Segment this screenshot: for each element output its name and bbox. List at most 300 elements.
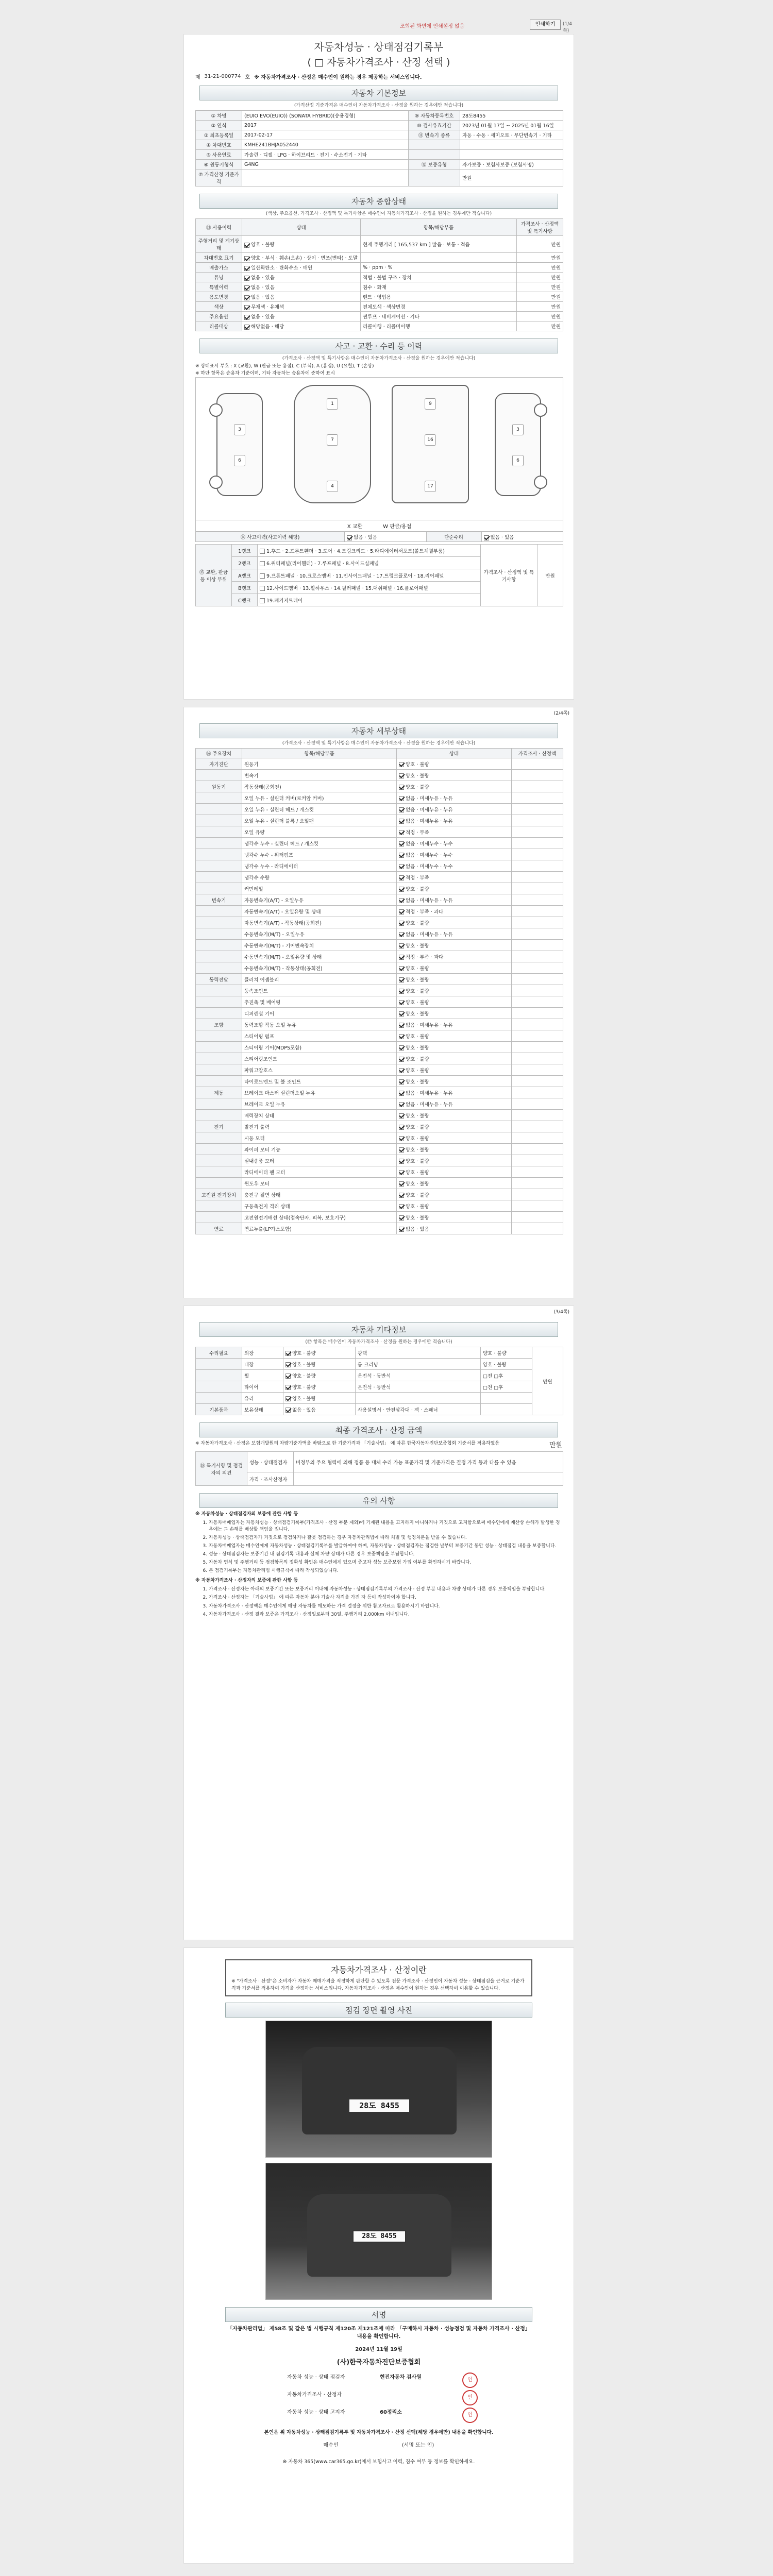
checkbox[interactable] xyxy=(399,1023,404,1028)
items-text: 1.후드 · 2.프론트휀더 · 3.도어 · 4.트렁크리드 · 5.라디에이터서포트(볼트체결부품) xyxy=(266,548,445,554)
checkbox[interactable] xyxy=(399,1227,404,1232)
detail-price xyxy=(512,1064,563,1076)
composite-status-table xyxy=(195,218,563,331)
detail-state xyxy=(397,883,512,894)
checkbox[interactable] xyxy=(399,1147,404,1153)
detail-state xyxy=(397,1008,512,1019)
checkbox[interactable] xyxy=(399,762,404,767)
state-text: 없음 · 있음 xyxy=(292,1407,316,1413)
composite-detail xyxy=(361,263,517,273)
checkbox[interactable] xyxy=(260,549,265,554)
checkbox[interactable] xyxy=(484,535,489,540)
detail-price xyxy=(512,860,563,872)
composite-state xyxy=(242,312,361,321)
parts-row xyxy=(196,545,563,557)
state-text: 양호 · 불량 xyxy=(406,1215,429,1221)
state-text: 양호 · 불량 xyxy=(406,784,429,790)
checkbox[interactable] xyxy=(399,966,404,971)
detail-state xyxy=(397,838,512,849)
part-marker: 6 xyxy=(234,455,245,466)
signer-row xyxy=(287,2390,493,2405)
detail-row xyxy=(196,804,563,815)
detail-row xyxy=(196,872,563,883)
detail-item: 와이퍼 모터 기능 xyxy=(242,1144,397,1155)
detail-item: 스티어링조인트 xyxy=(242,1053,397,1064)
checkbox[interactable] xyxy=(399,1193,404,1198)
checkbox[interactable] xyxy=(399,1136,404,1141)
checkbox[interactable] xyxy=(399,932,404,937)
rank-items xyxy=(258,545,481,557)
detail-state xyxy=(397,872,512,883)
checkbox[interactable] xyxy=(260,573,265,579)
basic-value-2: 자동 · 수동 · 세미오토 · 무단변속기 · 기타 xyxy=(460,130,563,140)
detail-row xyxy=(196,1132,563,1144)
detail-group xyxy=(196,849,242,860)
detail-row xyxy=(196,1178,563,1189)
detail-row xyxy=(196,1053,563,1064)
detail-row xyxy=(196,894,563,906)
detail-price xyxy=(512,996,563,1008)
notice-item: 4. 성능 · 상태점검자는 보증기간 내 점검기록 내용과 실제 차량 상태가 다른 경우 보증책임을 부담합니다. xyxy=(209,1551,562,1558)
part-marker: 16 xyxy=(425,434,436,446)
signer-row xyxy=(287,2372,493,2388)
parts-label: ⑮ 교환, 판금 등 이상 부위 xyxy=(196,545,232,606)
detail-row xyxy=(196,962,563,974)
intro-box xyxy=(225,1959,532,1996)
checkbox[interactable] xyxy=(399,773,404,778)
detail-row xyxy=(196,792,563,804)
detail-item: 시동 모터 xyxy=(242,1132,397,1144)
detail-group xyxy=(196,1166,242,1178)
state-text: 양호 · 불량 xyxy=(406,1204,429,1210)
checkbox[interactable] xyxy=(347,535,352,540)
other-item-2 xyxy=(356,1393,481,1404)
basic-label-2 xyxy=(409,170,460,187)
state-text: 없음 · 미세누유 · 누유 xyxy=(406,897,453,904)
checkbox[interactable] xyxy=(285,1408,291,1413)
basic-label: ⑥ 원동기형식 xyxy=(196,160,242,170)
detail-price xyxy=(512,917,563,928)
vehicle-rear-photo xyxy=(265,2163,492,2300)
state-text: 양호 · 불량 xyxy=(406,1056,429,1062)
detail-item: 연료누출(LP가스포함) xyxy=(242,1223,397,1234)
other-item-2: 광택 xyxy=(356,1347,481,1359)
detail-group xyxy=(196,962,242,974)
state-text: 양호 · 불량 xyxy=(406,1136,429,1142)
detail-item: 동력조향 작동 오일 누유 xyxy=(242,1019,397,1030)
detail-state xyxy=(397,974,512,985)
detail-state xyxy=(397,860,512,872)
basic-value-2: 28도8455 xyxy=(460,111,563,121)
diagram-legend xyxy=(196,520,563,531)
other-group xyxy=(196,1393,242,1404)
state-text: 없음 · 있음 xyxy=(406,1226,429,1232)
car-front-shape xyxy=(302,2047,457,2134)
checkbox[interactable] xyxy=(399,1113,404,1118)
checkbox[interactable] xyxy=(244,276,249,281)
detail-state xyxy=(397,917,512,928)
checkbox[interactable] xyxy=(399,989,404,994)
detail-item: 오일 누유 - 실린더 커버(로커암 커버) xyxy=(242,792,397,804)
detail-item: 발전기 출력 xyxy=(242,1121,397,1132)
composite-price: 만원 xyxy=(517,263,563,273)
accident-history-options: 없음 · 있음 xyxy=(345,532,426,542)
detail-state xyxy=(397,1053,512,1064)
detail-group xyxy=(196,1110,242,1121)
checkbox[interactable] xyxy=(399,785,404,790)
wheel-icon xyxy=(534,476,547,489)
signer-label: 자동차 성능 · 상태 고지자 xyxy=(287,2410,345,2415)
checkbox[interactable] xyxy=(244,285,249,291)
detail-item: 스티어링 기어(MDPS포함) xyxy=(242,1042,397,1053)
detail-row xyxy=(196,758,563,770)
checkbox[interactable] xyxy=(285,1374,291,1379)
detail-price xyxy=(512,1166,563,1178)
checkbox[interactable] xyxy=(399,909,404,914)
checkbox[interactable] xyxy=(399,1102,404,1107)
part-marker: 3 xyxy=(512,424,524,435)
rank-label: A랭크 xyxy=(232,569,258,582)
detail-group xyxy=(196,951,242,962)
checkbox[interactable] xyxy=(244,325,249,330)
state-text: 양호 · 불량 xyxy=(406,1147,429,1153)
column-header: 항목/해당부품 xyxy=(361,219,517,236)
other-price-unit: 만원 xyxy=(532,1347,563,1415)
detail-item: 자동변속기(A/T) - 오일누유 xyxy=(242,894,397,906)
checkbox[interactable] xyxy=(399,943,404,948)
basic-value: 가솔린 · 디젤 · LPG · 하이브리드 · 전기 · 수소전기 · 기타 xyxy=(242,150,409,160)
other-state-2: 양호 · 불량 xyxy=(481,1347,532,1359)
detail-state xyxy=(397,804,512,815)
basic-value: G4NG xyxy=(242,160,409,170)
checkbox[interactable] xyxy=(285,1362,291,1367)
state-text: 적정 · 부족 xyxy=(406,829,429,836)
checkbox[interactable] xyxy=(399,898,404,903)
detail-group xyxy=(196,1053,242,1064)
checkbox[interactable] xyxy=(285,1351,291,1356)
detail-row xyxy=(196,1189,563,1200)
detail-state xyxy=(397,758,512,770)
composite-row xyxy=(196,302,563,312)
detail-item: 타이로드엔드 및 볼 조인트 xyxy=(242,1076,397,1087)
buyer-label: 매수인 xyxy=(323,2443,339,2448)
detail-row xyxy=(196,883,563,894)
basic-label: ① 차명 xyxy=(196,111,242,121)
notice-heading-2: ※ 자동차가격조사 · 산정자의 보증에 관한 사항 등 xyxy=(195,1578,298,1584)
detail-group xyxy=(196,804,242,815)
basic-value xyxy=(242,170,409,187)
detail-state xyxy=(397,1110,512,1121)
rank-label: C랭크 xyxy=(232,594,258,606)
detail-group: 조향 xyxy=(196,1019,242,1030)
detail-item: 냉각수 누수 - 라디에이터 xyxy=(242,860,397,872)
composite-row xyxy=(196,292,563,302)
checkbox[interactable] xyxy=(399,864,404,869)
detail-state xyxy=(397,826,512,838)
composite-price: 만원 xyxy=(517,292,563,302)
simple-repair-options: 없음 · 있음 xyxy=(481,532,563,542)
checkbox[interactable] xyxy=(399,875,404,880)
detail-item: 수동변속기(M/T) - 작동상태(공회전) xyxy=(242,962,397,974)
wheel-icon xyxy=(209,403,223,417)
signer-name xyxy=(380,2390,462,2405)
notice-item: 6. 본 점검기록부는 자동차관리법 시행규칙에 따라 작성되었습니다. xyxy=(209,1568,562,1574)
other-state xyxy=(283,1404,356,1415)
detail-item: 디퍼렌셜 기어 xyxy=(242,1008,397,1019)
detail-row xyxy=(196,951,563,962)
detail-status-table xyxy=(195,748,563,1234)
detail-item: 수동변속기(M/T) - 기어변속장치 xyxy=(242,940,397,951)
notice-section-2 xyxy=(195,1578,562,1618)
detail-state xyxy=(397,792,512,804)
page-number: (1/4쪽) xyxy=(563,22,572,33)
state-text: 양호 · 불량 xyxy=(406,1170,429,1176)
vehicle-front-photo xyxy=(265,2021,492,2158)
notice-heading-1: ※ 자동차성능 · 상태점검자의 보증에 관한 사항 등 xyxy=(195,1512,298,1517)
print-button[interactable]: 인쇄하기 xyxy=(530,20,561,30)
rank-label: 1랭크 xyxy=(232,545,258,557)
detail-item: 냉각수 누수 - 워터펌프 xyxy=(242,849,397,860)
detail-row xyxy=(196,1223,563,1234)
composite-row xyxy=(196,273,563,282)
state-text: 양호 · 불량 xyxy=(406,1124,429,1130)
detail-item: 라디에이터 팬 모터 xyxy=(242,1166,397,1178)
checkbox[interactable] xyxy=(399,1215,404,1221)
page-number: (3/4쪽) xyxy=(553,1310,569,1315)
items-text: 9.프론트패널 · 10.크로스멤버 · 11.인사이드패널 · 17.트렁크플로어 · 18.리어패널 xyxy=(266,573,444,579)
detail-item: 등속조인트 xyxy=(242,985,397,996)
detail-group xyxy=(196,883,242,894)
part-marker: 7 xyxy=(327,434,338,446)
checkbox[interactable] xyxy=(399,841,404,846)
final-price-note: ※ 자동차가격조사 · 산정은 보험개발원의 차량기준가액을 바탕으로 한 기준가격과 「기술사법」 에 따른 한국자동차진단보증협회 기준서를 적용하였음 xyxy=(195,1441,500,1446)
detail-state xyxy=(397,940,512,951)
state-text: 양호 · 불량 xyxy=(406,965,429,972)
basic-label-2: ⑪ 변속기 종류 xyxy=(409,130,460,140)
special-notes-body: 비정부의 주요 협력에 의해 정품 등 대체 수리 가능 표준가격 및 기준가격은 결정 가격 등과 다를 수 있음 xyxy=(294,1452,563,1472)
detail-price xyxy=(512,928,563,940)
detail-state xyxy=(397,894,512,906)
detail-state xyxy=(397,1030,512,1042)
detail-item: 충전구 절연 상태 xyxy=(242,1189,397,1200)
basic-label: ③ 최초등록일 xyxy=(196,130,242,140)
detail-state xyxy=(397,1166,512,1178)
detail-group xyxy=(196,1132,242,1144)
composite-status-title: 자동차 종합상태 xyxy=(199,194,558,209)
checkbox[interactable] xyxy=(244,305,249,310)
checkbox[interactable] xyxy=(399,955,404,960)
checkbox[interactable] xyxy=(399,853,404,858)
checkbox[interactable] xyxy=(399,1011,404,1016)
checkbox[interactable] xyxy=(399,1057,404,1062)
state-text: 양호 · 불량 xyxy=(292,1396,316,1402)
detail-row xyxy=(196,1155,563,1166)
detail-group xyxy=(196,826,242,838)
column-header: 상태 xyxy=(242,219,361,236)
detail-price xyxy=(512,1030,563,1042)
accident-notes xyxy=(195,363,562,377)
accident-history-label: ⑭ 사고이력(사고이력 해당) xyxy=(196,532,345,542)
detail-item: 브레이크 오일 누유 xyxy=(242,1098,397,1110)
other-item-2: 운전석 · 동반석 xyxy=(356,1381,481,1393)
detail-price xyxy=(512,815,563,826)
checkbox[interactable] xyxy=(399,796,404,801)
receipt-text: 본인은 위 자동차성능 · 상태점검기록부 및 자동차가격조사 · 산정 선택(해당 경우에만) 내용을 확인합니다. xyxy=(264,2430,494,2435)
other-state xyxy=(283,1370,356,1381)
page-number: (2/4쪽) xyxy=(553,711,569,716)
basic-info-row xyxy=(196,140,563,150)
checkbox[interactable] xyxy=(244,266,249,271)
other-state-2: 양호 · 불량 xyxy=(481,1359,532,1370)
checkbox[interactable] xyxy=(399,1079,404,1084)
checkbox[interactable] xyxy=(399,1000,404,1005)
detail-price xyxy=(512,1087,563,1098)
composite-state xyxy=(242,282,361,292)
state-text: 양호 · 불량 xyxy=(406,920,429,926)
part-marker: 9 xyxy=(425,398,436,410)
seal-stamp: 인 xyxy=(462,2372,478,2388)
checkbox[interactable] xyxy=(244,256,249,261)
rank-label: 2랭크 xyxy=(232,557,258,569)
items-text: 19.패키지트레이 xyxy=(266,598,303,604)
checkbox[interactable] xyxy=(399,1034,404,1039)
checkbox[interactable] xyxy=(399,1204,404,1209)
checkbox[interactable] xyxy=(399,1181,404,1187)
print-notice: 조회된 화면에 인쇄설정 없음 xyxy=(400,24,465,29)
detail-state xyxy=(397,962,512,974)
license-plate: 28도 8455 xyxy=(348,2098,410,2113)
detail-group xyxy=(196,1178,242,1189)
detail-state xyxy=(397,928,512,940)
wheel-icon xyxy=(209,476,223,489)
checkbox[interactable] xyxy=(399,977,404,982)
detail-item: 오일 누유 - 실린더 헤드 / 개스킷 xyxy=(242,804,397,815)
detail-row xyxy=(196,906,563,917)
state-text: 양호 · 불량 xyxy=(406,1011,429,1017)
detail-price xyxy=(512,1042,563,1053)
checkbox[interactable] xyxy=(399,1170,404,1175)
composite-detail xyxy=(361,302,517,312)
detail-item: 고전원전기배선 상태(접속단자, 피복, 보호기구) xyxy=(242,1212,397,1223)
simple-repair-label: 단순수리 xyxy=(426,532,481,542)
detail-state xyxy=(397,996,512,1008)
detail-group xyxy=(196,1042,242,1053)
other-group xyxy=(196,1359,242,1370)
checkbox[interactable] xyxy=(285,1385,291,1390)
detail-row xyxy=(196,1212,563,1223)
notice-item: 4. 자동차가격조사 · 산정 결과 보증은 가격조사 · 산정일로부터 30일, 주행거리 2,000km 이내입니다. xyxy=(209,1612,562,1618)
checkbox[interactable] xyxy=(260,586,265,591)
checkbox[interactable] xyxy=(260,598,265,603)
detail-group xyxy=(196,1030,242,1042)
checkbox[interactable] xyxy=(399,807,404,812)
detail-price xyxy=(512,1076,563,1087)
checkbox[interactable] xyxy=(399,1068,404,1073)
detail-text: 렌트 · 영업용 xyxy=(363,295,391,300)
top-toolbar xyxy=(183,19,574,33)
checkbox[interactable] xyxy=(244,295,249,300)
detail-price xyxy=(512,1132,563,1144)
other-state-2 xyxy=(481,1393,532,1404)
composite-price: 만원 xyxy=(517,302,563,312)
detail-item: 실내송풍 모터 xyxy=(242,1155,397,1166)
other-item: 외장 xyxy=(242,1347,283,1359)
detail-state xyxy=(397,1132,512,1144)
state-text: 양호 · 불량 xyxy=(406,1113,429,1119)
items-text: 12.사이드멤버 · 13.휠하우스 · 14.필러패널 · 15.대쉬패널 · 16.플로어패널 xyxy=(266,585,428,591)
seal-stamp: 인 xyxy=(462,2408,478,2423)
detail-state xyxy=(397,781,512,792)
car-left-side xyxy=(216,393,263,496)
checkbox[interactable] xyxy=(399,921,404,926)
other-item: 보유상태 xyxy=(242,1404,283,1415)
other-state-2 xyxy=(481,1404,532,1415)
sign-text: 「자동차관리법」 제58조 및 같은 법 시행규칙 제120조 제121조에 따라 「구매하시 자동차 · 성능점검 및 자동차 가격조사 · 산정」 내용을 확인합니다. xyxy=(227,2326,530,2340)
state-text: 양호 · 불량 xyxy=(406,1045,429,1051)
detail-row xyxy=(196,985,563,996)
detail-group xyxy=(196,792,242,804)
composite-price: 만원 xyxy=(517,273,563,282)
detail-text: 전체도색 · 색상변경 xyxy=(363,304,406,310)
price-surveyor-notes xyxy=(294,1472,563,1486)
other-group: 수리필요 xyxy=(196,1347,242,1359)
checkbox[interactable] xyxy=(399,830,404,835)
other-item: 휠 xyxy=(242,1370,283,1381)
basic-info-table xyxy=(195,110,563,187)
state-text: 양호 · 불량 xyxy=(406,999,429,1006)
detail-text: 현재 주행거리 [ 165,537 km ] xyxy=(363,242,431,248)
basic-label-2: ⑩ 검사유효기간 xyxy=(409,121,460,130)
column-header: ⑯ 주요장치 xyxy=(196,749,242,758)
basic-value-2 xyxy=(460,140,563,150)
detail-group xyxy=(196,872,242,883)
composite-row xyxy=(196,253,563,263)
detail-price xyxy=(512,883,563,894)
detail-item: 냉각수 수량 xyxy=(242,872,397,883)
detail-text: 침수 · 화재 xyxy=(363,285,386,291)
checkbox[interactable] xyxy=(399,819,404,824)
signer-row xyxy=(287,2408,493,2423)
checkbox[interactable] xyxy=(244,243,249,248)
composite-detail xyxy=(361,321,517,331)
checkbox[interactable] xyxy=(399,1091,404,1096)
state-text: 적정 · 부족 · 과다 xyxy=(406,954,444,960)
state-text: 없음 · 있음 xyxy=(251,275,275,281)
checkbox[interactable] xyxy=(285,1396,291,1401)
checkbox[interactable] xyxy=(399,887,404,892)
checkbox[interactable] xyxy=(244,315,249,320)
column-header: 가격조사 · 산정액 xyxy=(512,749,563,758)
signer-name: 현진자동차 검사원 xyxy=(380,2375,422,2380)
checkbox[interactable] xyxy=(399,1159,404,1164)
other-item-2: 운전석 · 동반석 xyxy=(356,1370,481,1381)
state-text: 없음 · 있음 xyxy=(251,314,275,320)
detail-price xyxy=(512,758,563,770)
checkbox[interactable] xyxy=(399,1125,404,1130)
checkbox[interactable] xyxy=(399,1045,404,1050)
checkbox[interactable] xyxy=(260,561,265,566)
other-group: 기본품목 xyxy=(196,1404,242,1415)
detail-group xyxy=(196,1076,242,1087)
state-text: 없음 · 미세누유 · 누유 xyxy=(406,1101,453,1108)
basic-label-2: ⑨ 자동차등록번호 xyxy=(409,111,460,121)
detail-price xyxy=(512,1144,563,1155)
detail-item: 브레이크 마스터 실린더오일 누유 xyxy=(242,1087,397,1098)
parts-price-unit: 만원 xyxy=(537,545,563,606)
page-3 xyxy=(183,1306,574,1940)
detail-price xyxy=(512,1189,563,1200)
detail-item: 냉각수 누수 - 실린더 헤드 / 개스킷 xyxy=(242,838,397,849)
